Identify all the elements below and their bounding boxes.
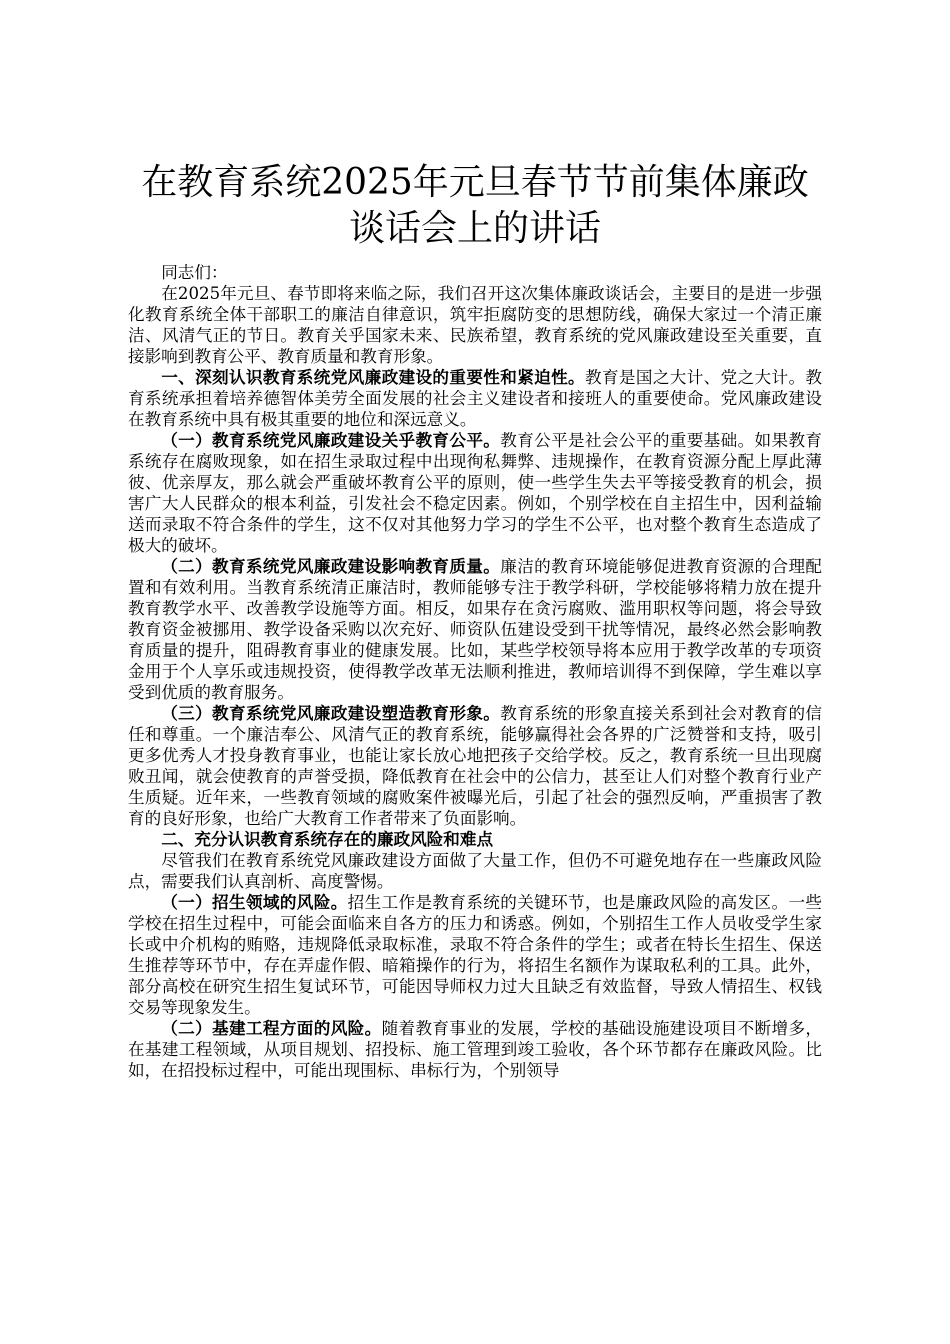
item-2-2-text: 随着教育事业的发展，学校的基础设施建设项目不断增多，在基建工程领域，从项目规划、招投标、施工管理到竣工验收，各个环节都存在廉政风险。比如，在招投标过程中，可能出现围标、串标行为，个别领导: [128, 1019, 822, 1080]
item-2-1-heading: （一）招生领域的风险。: [161, 892, 348, 912]
item-2-1-text: 招生工作是教育系统的关键环节，也是廉政风险的高发区。一些学校在招生过程中，可能会面临来自各方的压力和诱惑。例如，个别招生工作人员收受学生家长或中介机构的贿赂，违规降低录取标准，录取不符合条件的学生；或者在特长生招生、保送生推荐等环节中，存在弄虚作假、暗箱操作的行为，将招生名额作为谋取私利的工具。此外，部分高校在研究生招生复试环节，可能因导师权力过大且缺乏有效监督，导致人情招生、权钱交易等现象发生。: [128, 893, 822, 1017]
salutation: 同志们：: [161, 263, 228, 282]
document-page: [128, 160, 822, 1081]
intro-paragraph: 在2025年元旦、春节即将来临之际，我们召开这次集体廉政谈话会，主要目的是进一步强化教育系统全体干部职工的廉洁自律意识，筑牢拒腐防变的思想防线，确保大家过一个清正廉洁、风清气正的节日。教育关乎国家未来、民族希望，教育系统的党风廉政建设至关重要，直接影响到教育公平、教育质量和教育形象。: [128, 284, 822, 366]
item-1-1-heading: （一）教育系统党风廉政建设关乎教育公平。: [161, 430, 501, 450]
section-2-heading: 二、充分认识教育系统存在的廉政风险和难点: [161, 829, 494, 849]
item-1-2-text: 廉洁的教育环境能够促进教育资源的合理配置和有效利用。当教育系统清正廉洁时，教师能够专注于教学科研，学校能够将精力放在提升教育教学水平、改善教学设施等方面。相反，如果存在贪污腐败、滥用职权等问题，将会导致教育资金被挪用、教学设备采购以次充好、师资队伍建设受到干扰等情况，最终必然会影响教育质量的提升，阻碍教育事业的健康发展。比如，某些学校领导将本应用于教学改革的专项资金用于个人享乐或违规投资，使得教学改革无法顺利推进，教师培训得不到保障，学生难以享受到优质的教育服务。: [128, 557, 822, 702]
item-1-1-text: 教育公平是社会公平的重要基础。如果教育系统存在腐败现象，如在招生录取过程中出现徇私舞弊、违规操作，在教育资源分配上厚此薄彼、优亲厚友，那么就会严重破坏教育公平的原则，使一些学生失去平等接受教育的机会，损害广大人民群众的根本利益，引发社会不稳定因素。例如，个别学校在自主招生中，因利益输送而录取不符合条件的学生，这不仅对其他努力学习的学生不公平，也对整个教育生态造成了极大的破坏。: [128, 431, 822, 555]
item-2-2-heading: （二）基建工程方面的风险。: [161, 1018, 382, 1038]
item-1-3-text: 教育系统的形象直接关系到社会对教育的信任和尊重。一个廉洁奉公、风清气正的教育系统，能够赢得社会各界的广泛赞誉和支持，吸引更多优秀人才投身教育事业，也能让家长放心地把孩子交给学校。反之，教育系统一旦出现腐败丑闻，就会使教育的声誉受损，降低教育在社会中的公信力，甚至让人们对整个教育行业产生质疑。近年来，一些教育领域的腐败案件被曝光后，引起了社会的强烈反响，严重损害了教育的良好形象，也给广大教育工作者带来了负面影响。: [128, 704, 822, 828]
item-2-2-paragraph: [128, 1018, 822, 1081]
section-1-heading: 一、深刻认识教育系统党风廉政建设的重要性和紧迫性。: [161, 367, 586, 387]
item-1-3-paragraph: [128, 703, 822, 829]
item-1-1-paragraph: [128, 430, 822, 556]
item-1-3-heading: （三）教育系统党风廉政建设塑造教育形象。: [161, 703, 501, 723]
item-1-2-heading: （二）教育系统党风廉政建设影响教育质量。: [161, 556, 501, 576]
document-title: 在教育系统2025年元旦春节节前集体廉政谈话会上的讲话: [141, 162, 809, 249]
section-2-text: 尽管我们在教育系统党风廉政建设方面做了大量工作，但仍不可避免地存在一些廉政风险点，需要我们认真剖析、高度警惕。: [128, 851, 822, 891]
item-1-2-paragraph: [128, 556, 822, 703]
section-1-paragraph: [128, 367, 822, 430]
section-1-text: 教育是国之大计、党之大计。教育系统承担着培养德智体美劳全面发展的社会主义建设者和接班人的重要使命。党风廉政建设在教育系统中具有极其重要的地位和深远意义。: [128, 368, 822, 429]
item-2-1-paragraph: [128, 892, 822, 1018]
